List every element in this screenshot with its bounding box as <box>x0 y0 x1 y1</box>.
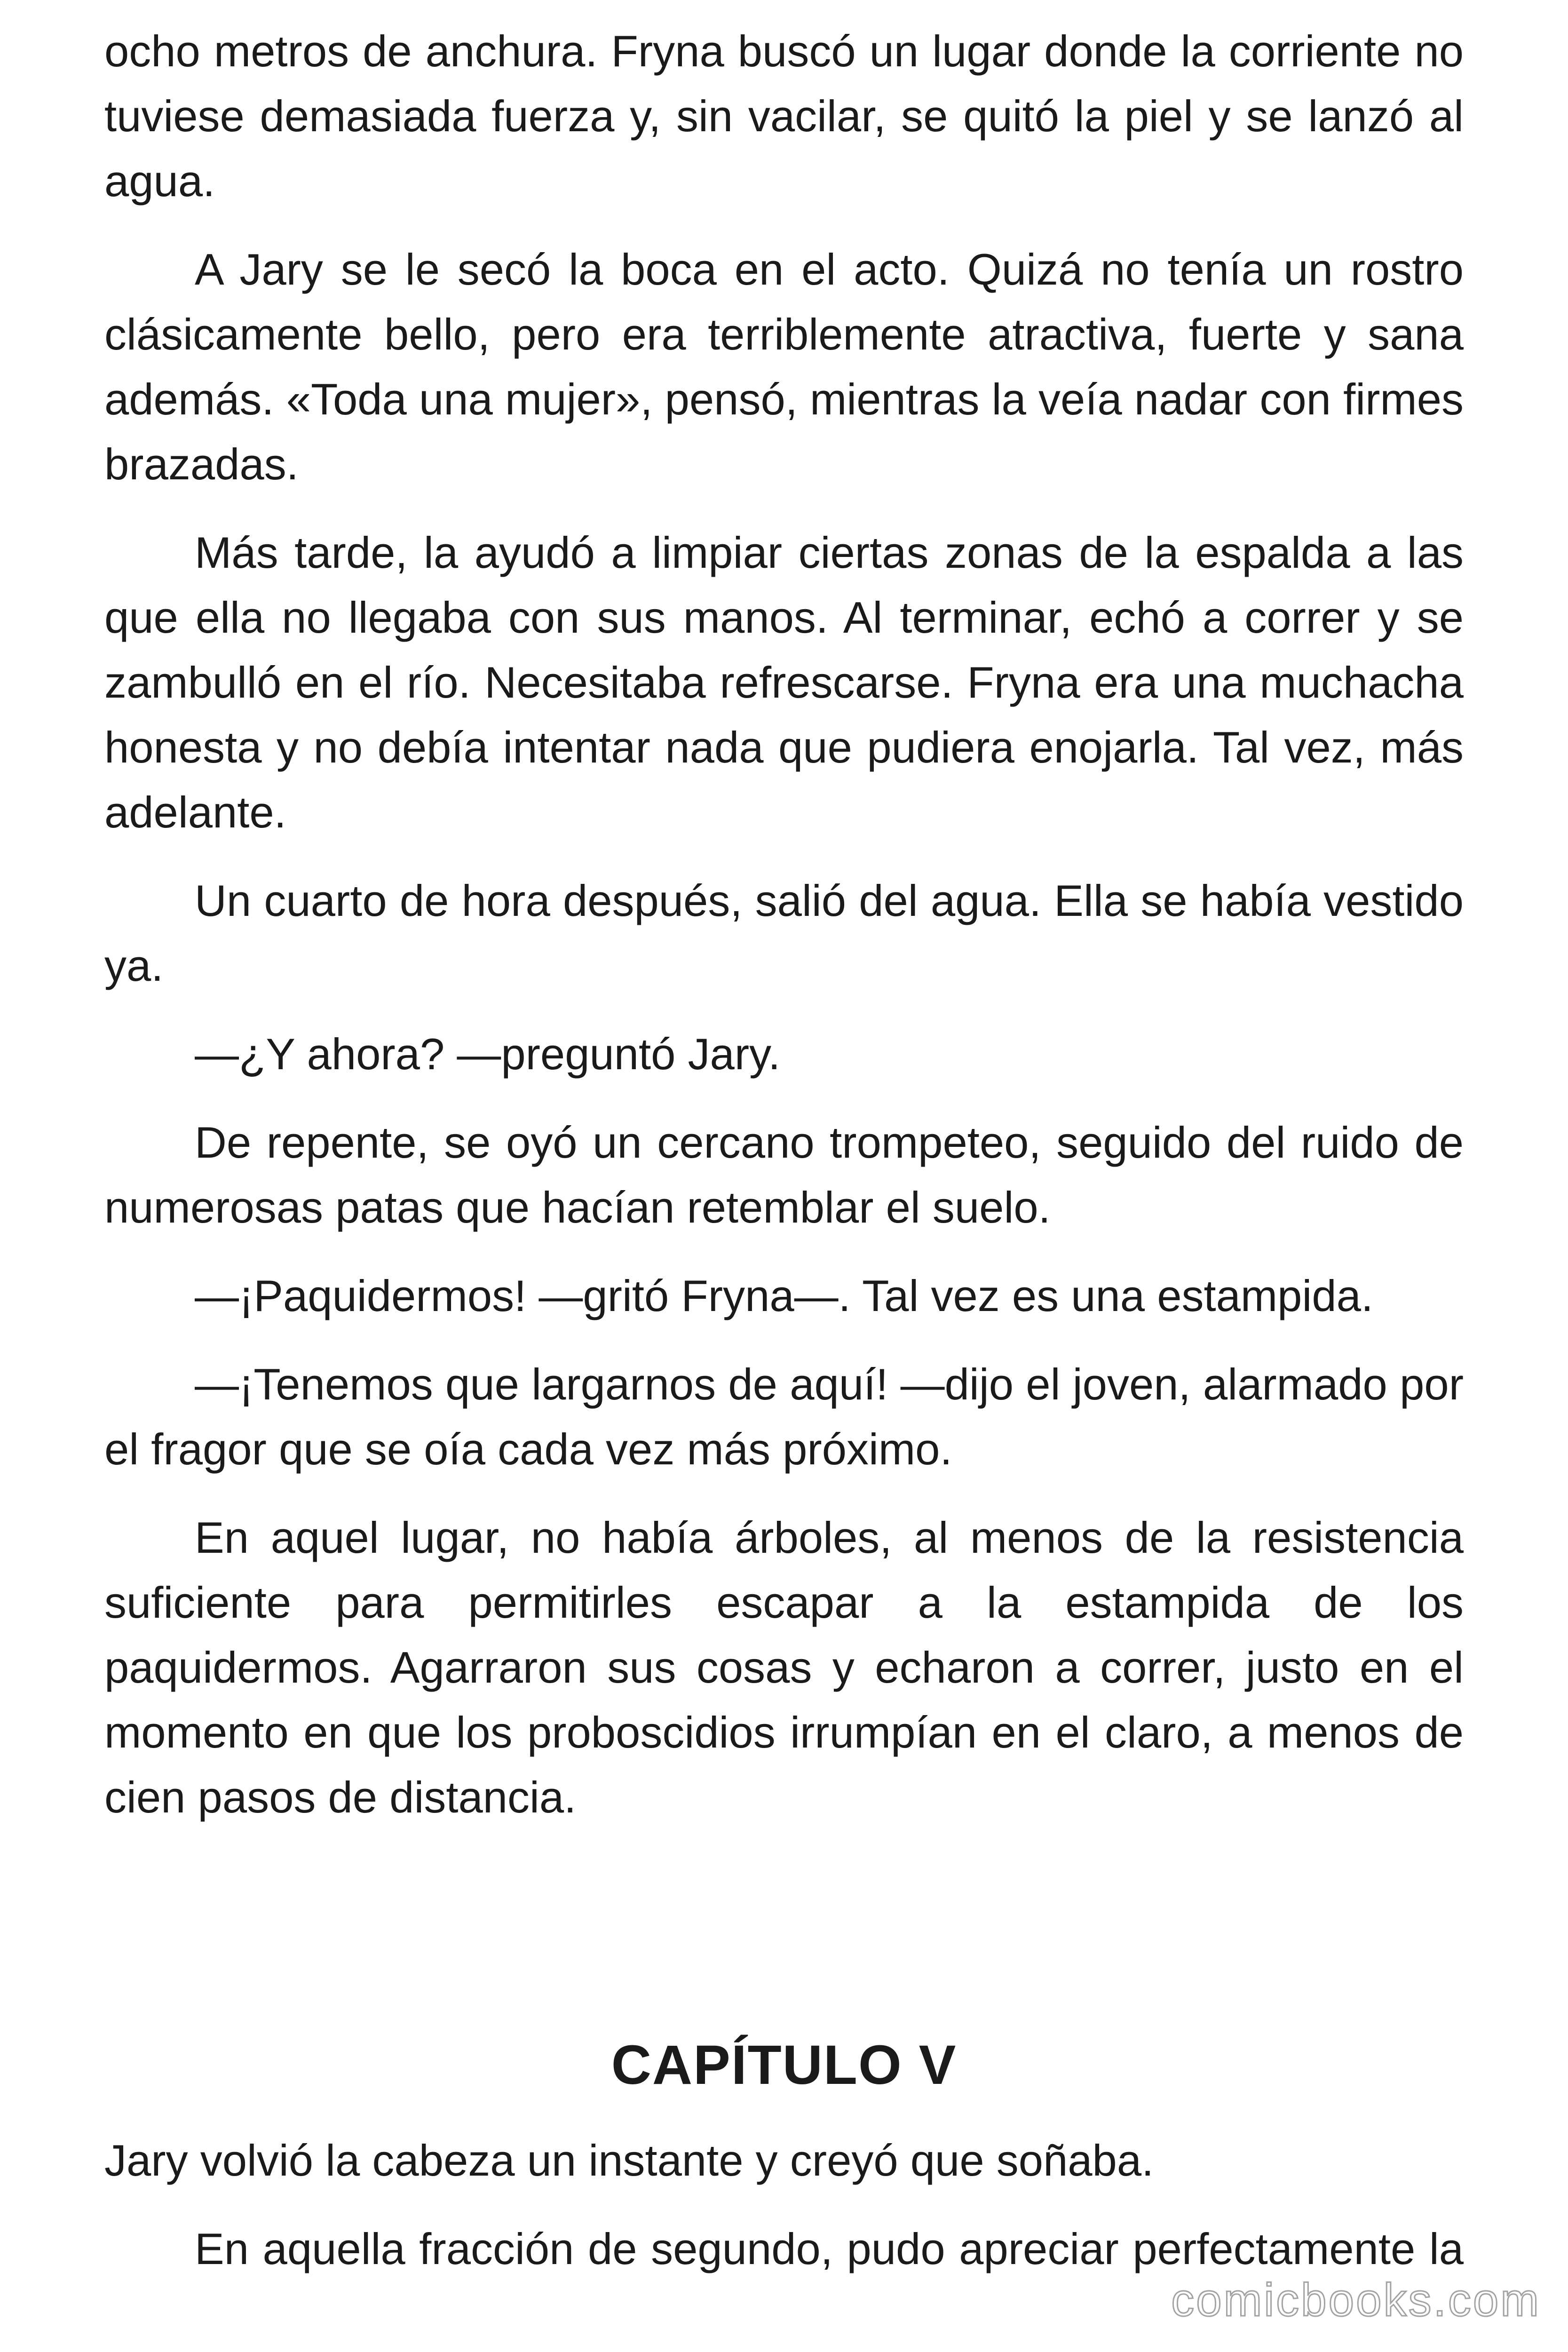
book-page <box>104 19 1464 2305</box>
paragraph: En aquel lugar, no había árboles, al menos de la resistencia suficiente para permitirles escapar a la estampida de los paquidermos. Agarraron sus cosas y echaron a correr, justo en el momento en que los proboscidios irrumpían en el claro, a menos de cien pasos de distancia. <box>104 1513 1464 1822</box>
watermark-logo: comicbooks.com <box>1171 2274 1541 2326</box>
dialogue-line: —¿Y ahora? —preguntó Jary. <box>195 1029 781 1079</box>
chapter-spacer <box>104 1853 1464 2032</box>
dialogue-line: —¡Paquidermos! —gritó Fryna—. Tal vez es una estampida. <box>195 1271 1374 1320</box>
paragraph: De repente, se oyó un cercano trompeteo, seguido del ruido de numerosas patas que hacían retemblar el suelo. <box>104 1118 1464 1232</box>
paragraph-continuation: ocho metros de anchura. Fryna buscó un lugar donde la corriente no tuviese demasiada fuerza y, sin vacilar, se quitó la piel y se lanzó al agua. <box>104 26 1464 206</box>
paragraph: Más tarde, la ayudó a limpiar ciertas zonas de la espalda a las que ella no llegaba con sus manos. Al terminar, echó a correr y se zambulló en el río. Necesitaba refrescarse. Fryna era una muchacha honesta y no debía intentar nada que pudiera enojarla. Tal vez, más adelante. <box>104 528 1464 837</box>
dialogue-line: —¡Tenemos que largarnos de aquí! —dijo el joven, alarmado por el fragor que se oía cada vez más próximo. <box>104 1359 1464 1474</box>
chapter-heading: CAPÍTULO V <box>611 2034 957 2096</box>
paragraph: A Jary se le secó la boca en el acto. Quizá no tenía un rostro clásicamente bello, pero era terriblemente atractiva, fuerte y sana además. «Toda una mujer», pensó, mientras la veía nadar con firmes brazadas. <box>104 245 1464 489</box>
chapter-opening-paragraph: Jary volvió la cabeza un instante y creyó que soñaba. <box>104 2136 1154 2185</box>
paragraph: En aquella fracción de segundo, pudo apreciar perfectamente la <box>195 2224 1464 2273</box>
paragraph: Un cuarto de hora después, salió del agua. Ella se había vestido ya. <box>104 876 1464 990</box>
heading-spacer <box>104 2098 1464 2128</box>
